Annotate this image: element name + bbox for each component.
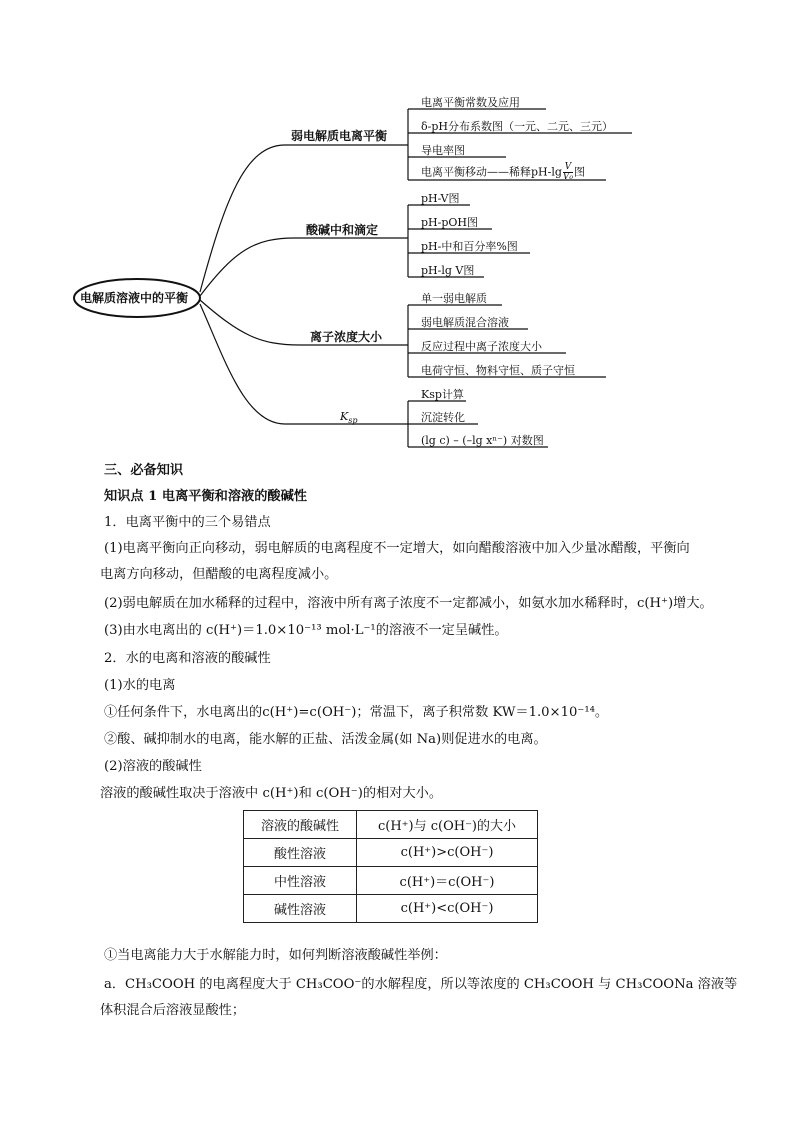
para-12: ①当电离能力大于水解能力时，如何判断溶液酸碱性举例：	[104, 948, 447, 963]
branch-label-3: 离子浓度大小	[310, 330, 383, 344]
fraction-denominator: V₀	[562, 172, 574, 182]
leaf-1-4	[421, 163, 585, 182]
leaf-4-2: 沉淀转化	[421, 411, 465, 424]
table-cell: 酸性溶液	[244, 839, 357, 867]
leaf-4-3: (lg c) – (–lg xⁿ⁻) 对数图	[421, 434, 544, 447]
mindmap-root: 电解质溶液中的平衡	[80, 291, 189, 305]
para-8: ①任何条件下，水电离出的c(H⁺)=c(OH⁻)；常温下，离子积常数 KW＝1.0×10⁻¹⁴。	[104, 705, 609, 720]
table-row	[244, 895, 538, 923]
para-9: ②酸、碱抑制水的电离，能水解的正盐、活泼金属(如 Na)则促进水的电离。	[104, 732, 547, 747]
fraction-numerator: V	[564, 162, 572, 172]
branch-label-1: 弱电解质电离平衡	[291, 129, 388, 143]
leaf-3-3: 反应过程中离子浓度大小	[421, 340, 542, 353]
table-cell: c(H⁺)＝c(OH⁻)	[357, 867, 538, 895]
leaf-1-3: 导电率图	[421, 144, 465, 157]
leaf-3-4: 电荷守恒、物料守恒、质子守恒	[421, 364, 575, 377]
leaf-1-1: 电离平衡常数及应用	[421, 96, 520, 109]
acidity-table	[243, 810, 538, 923]
para-6: 2．水的电离和溶液的酸碱性	[104, 651, 271, 666]
leaf-1-2: δ-pH分布系数图（一元、二元、三元）	[421, 120, 613, 133]
leaf-2-1: pH-V图	[421, 192, 460, 205]
table-cell: c(H⁺)<c(OH⁻)	[357, 895, 538, 923]
leaf-3-1: 单一弱电解质	[421, 292, 487, 305]
leaf-2-3: pH-中和百分率%图	[421, 240, 518, 253]
leaf-1-4-suffix: 图	[574, 165, 586, 179]
leaf-2-4: pH-lg V图	[421, 264, 475, 277]
leaf-4-1: Ksp计算	[421, 388, 464, 401]
leaf-1-4-text: 电离平衡移动——稀释pH-lg	[421, 165, 562, 179]
branch-label-4: $K_{sp}$	[340, 410, 358, 426]
para-10: (2)溶液的酸碱性	[104, 759, 202, 774]
table-header-cell: 溶液的酸碱性	[244, 811, 357, 839]
knowledge-point-title: 知识点 1 电离平衡和溶液的酸碱性	[104, 489, 307, 504]
para-7: (1)水的电离	[104, 678, 176, 693]
curve-branch-4	[200, 304, 285, 424]
para-11: 溶液的酸碱性取决于溶液中 c(H⁺)和 c(OH⁻)的相对大小。	[100, 786, 443, 801]
section-title: 三、必备知识	[104, 463, 184, 478]
para-2: (1)电离平衡向正向移动，弱电解质的电离程度不一定增大，如向醋酸溶液中加入少量冰醋酸，平衡向	[104, 541, 690, 556]
table-header-cell: c(H⁺)与 c(OH⁻)的大小	[357, 811, 538, 839]
table-cell: 中性溶液	[244, 867, 357, 895]
para-3: 电离方向移动，但醋酸的电离程度减小。	[100, 567, 338, 582]
mindmap-lines	[0, 0, 794, 460]
curve-branch-1	[200, 145, 285, 292]
table-cell: 碱性溶液	[244, 895, 357, 923]
leaf-3-2: 弱电解质混合溶液	[421, 316, 509, 329]
para-13: a．CH₃COOH 的电离程度大于 CH₃COO⁻的水解程度，所以等浓度的 CH₃COOH 与 CH₃COONa 溶液等	[104, 977, 738, 992]
para-5: (3)由水电离出的 c(H⁺)＝1.0×10⁻¹³ mol·L⁻¹的溶液不一定呈碱性。	[104, 623, 508, 638]
para-4: (2)弱电解质在加水稀释的过程中，溶液中所有离子浓度不一定都减小，如氨水加水稀释时，c(H⁺)增大。	[104, 596, 713, 611]
leaf-1-4-fraction	[563, 163, 573, 182]
para-14: 体积混合后溶液显酸性；	[100, 1003, 246, 1018]
table-header-row	[244, 811, 538, 839]
table-cell: c(H⁺)>c(OH⁻)	[357, 839, 538, 867]
branch-label-2: 酸碱中和滴定	[306, 223, 379, 237]
curve-branch-2	[200, 238, 295, 296]
leaf-2-2: pH-pOH图	[421, 216, 479, 229]
para-1: 1．电离平衡中的三个易错点	[104, 515, 271, 530]
table-row	[244, 839, 538, 867]
table-row	[244, 867, 538, 895]
